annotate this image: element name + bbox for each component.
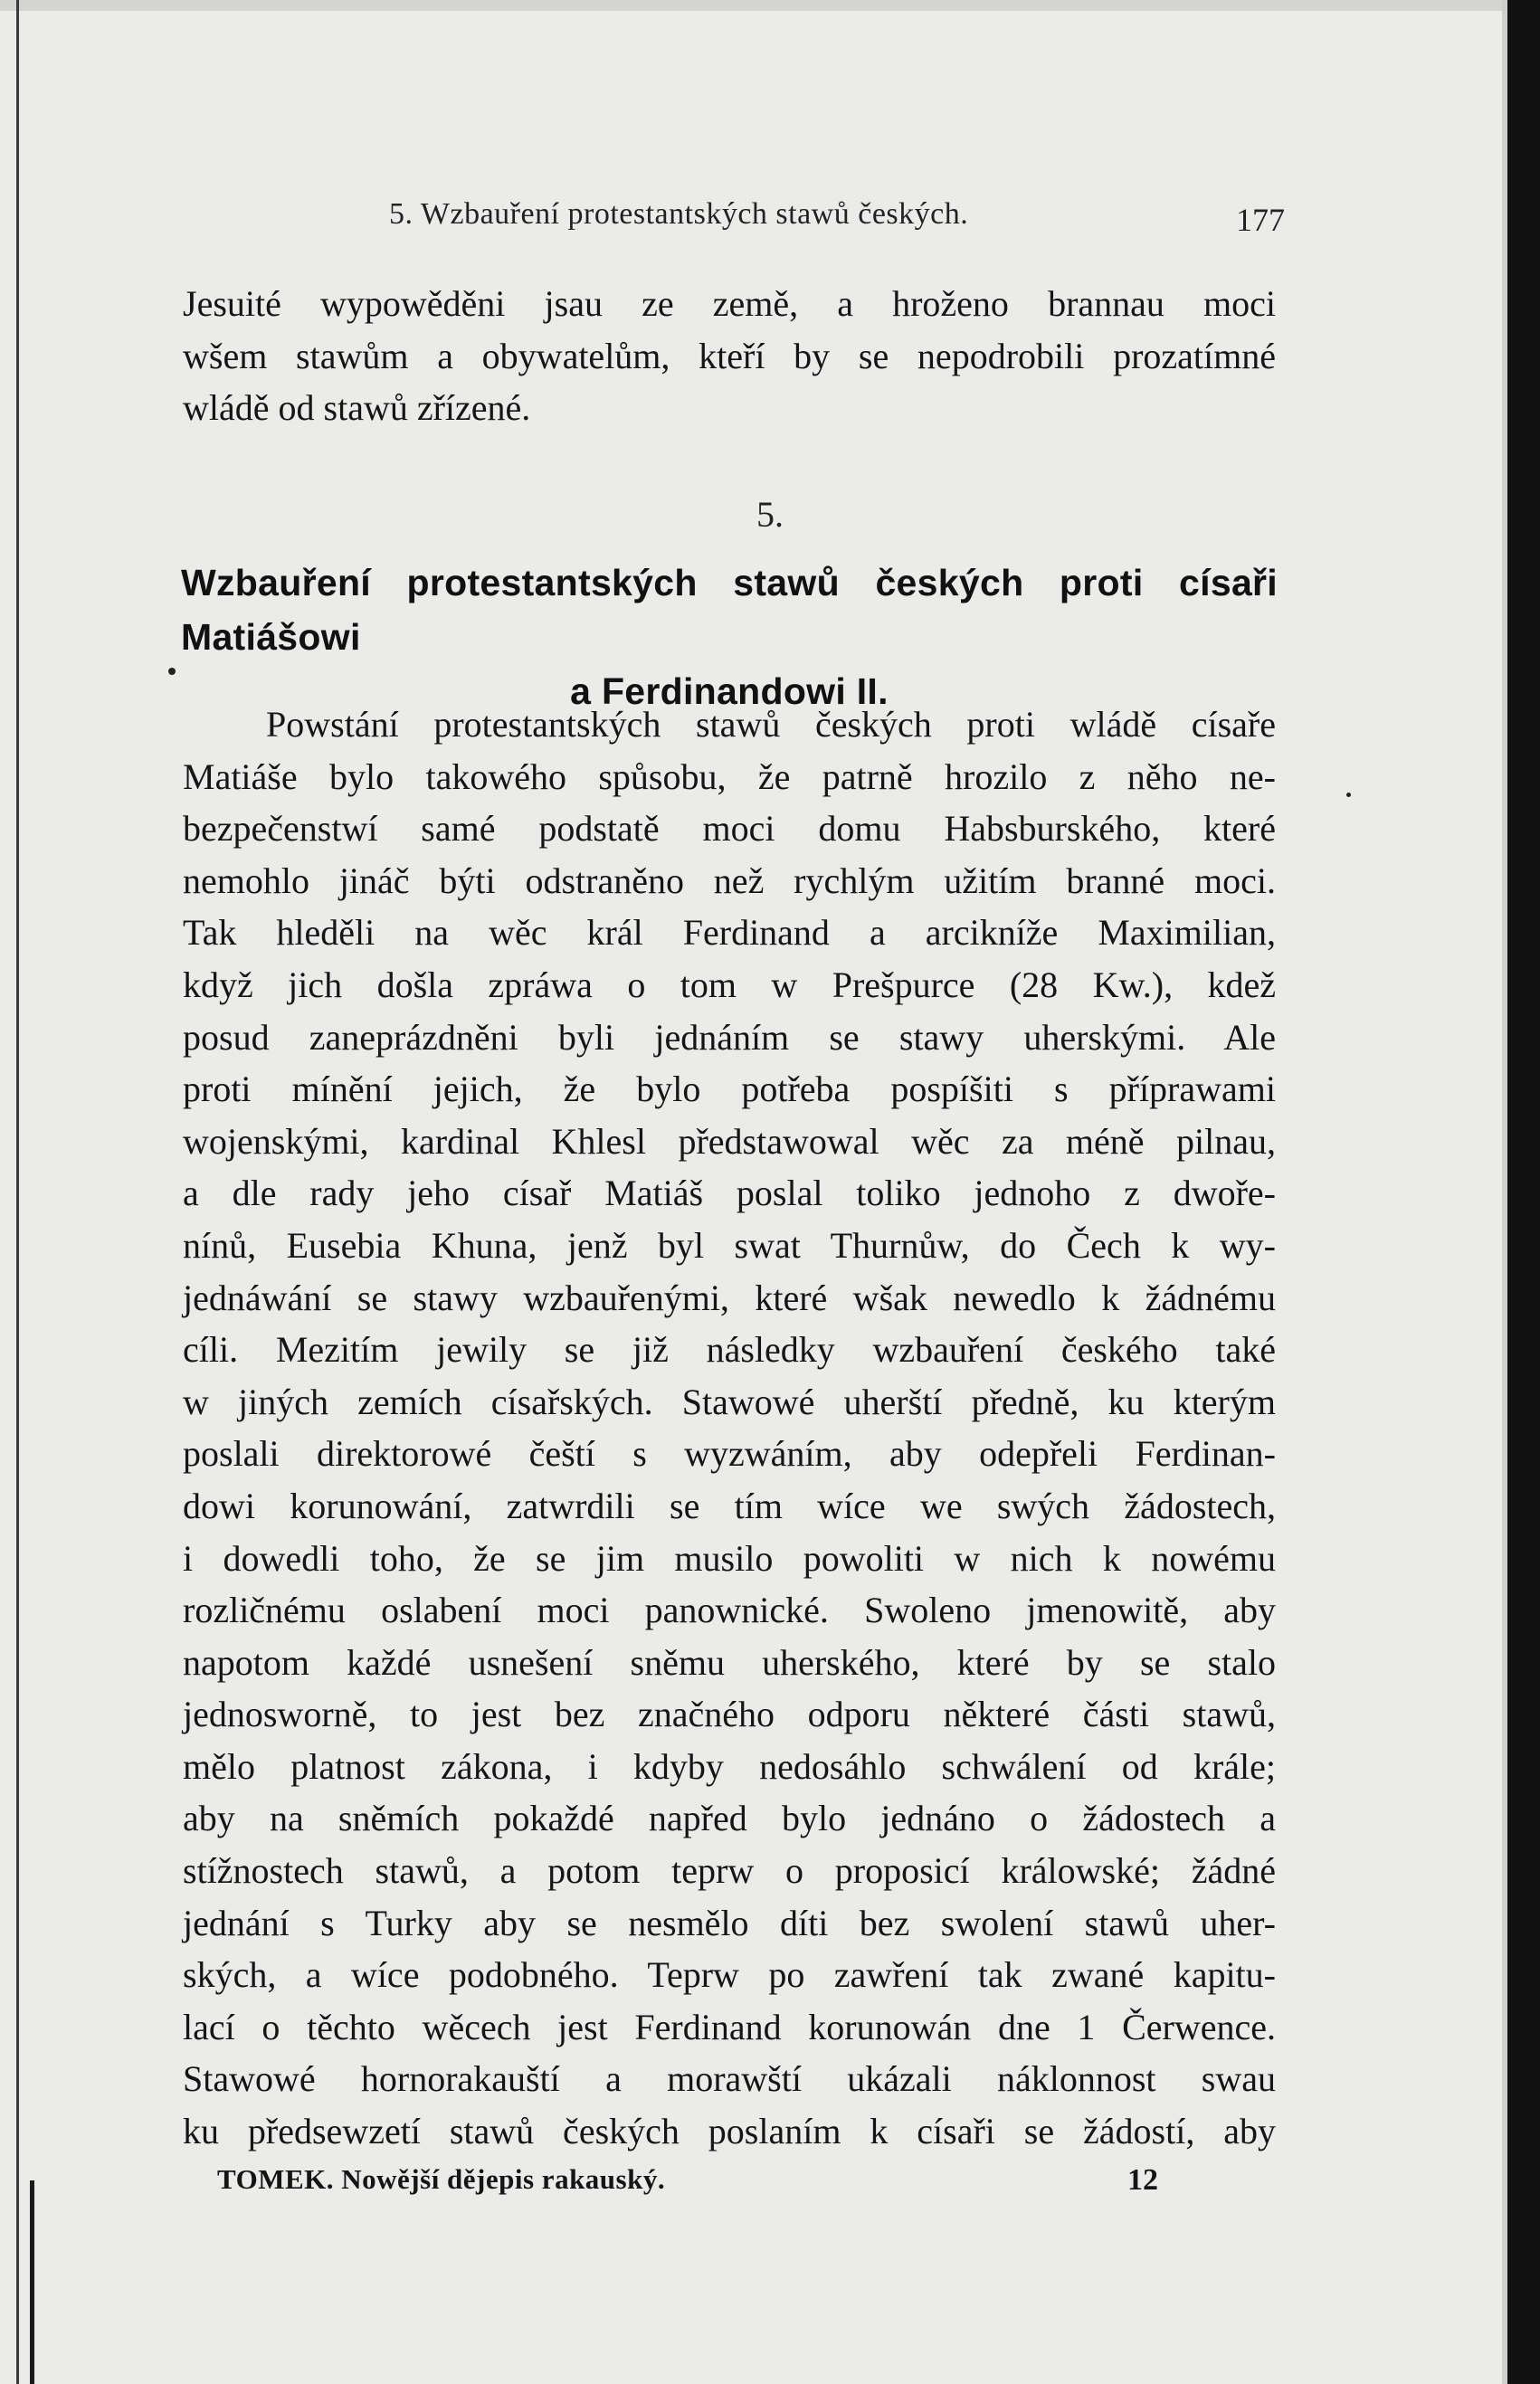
section-number: 5. xyxy=(756,494,784,535)
text-line: rozličnému oslabení moci panownické. Swoleno jmenowitě, aby xyxy=(183,1590,1276,1631)
text-line: nínů, Eusebia Khuna, jenž byl swat Thurnůw, do Čech k wy- xyxy=(183,1224,1276,1266)
text-line: ku předsewzetí stawů českých poslaním k císaři se žádostí, aby xyxy=(183,2111,1276,2152)
text-line: Stawowé hornorakauští a morawští ukázali náklonnost swau xyxy=(183,2058,1276,2100)
text-line: wojenskými, kardinal Khlesl předstawowal wěc za méně pilnau, xyxy=(183,1120,1276,1162)
text-line: nemohlo jináč býti odstraněno než rychlým užitím branné moci. xyxy=(183,860,1276,901)
text-line: proti mínění jejich, že bylo potřeba pospíšiti s příprawami xyxy=(183,1069,1276,1110)
footer-book-title: TOMEK. Nowější dějepis rakauský. xyxy=(217,2163,666,2195)
text-line: stížnostech stawů, a potom teprw o proposicí králowské; žádné xyxy=(183,1850,1276,1892)
section-heading xyxy=(181,556,1278,718)
scan-left-edge xyxy=(16,0,19,2384)
text-line: mělo platnost zákona, i kdyby nedosáhlo schwálení od krále; xyxy=(183,1745,1276,1787)
text-line: bezpečenstwí samé podstatě moci domu Habsburského, které xyxy=(183,808,1276,850)
text-line: Jesuité wypowěděni jsau ze země, a hroženo brannau moci xyxy=(183,283,1276,324)
text-line: lací o těchto wěcech jest Ferdinand korunowán dne 1 Čerwence. xyxy=(183,2006,1276,2047)
text-line: w jiných zemích císařských. Stawowé uherští předně, ku kterým xyxy=(183,1381,1276,1422)
intro-paragraph xyxy=(183,278,1276,434)
text-line: jednosworně, to jest bez značného odporu některé části stawů, xyxy=(183,1694,1276,1735)
text-line: a dle rady jeho císař Matiáš poslal toliko jednoho z dwoře- xyxy=(183,1173,1276,1214)
page-footer xyxy=(217,2163,1158,2203)
text-line: posud zaneprázdněni byli jednáním se stawy uherskými. Ale xyxy=(183,1016,1276,1058)
text-line: jednání s Turky aby se nesmělo díti bez swolení stawů uher- xyxy=(183,1902,1276,1943)
text-line: jednáwání se stawy wzbauřenými, které wšak newedlo k žádnému xyxy=(183,1277,1276,1318)
heading-line: a Ferdinandowi II. xyxy=(570,670,889,712)
text-line: wládě od stawů zřízené. xyxy=(183,387,531,429)
text-line: wšem stawům a obywatelům, kteří by se nepodrobili prozatímné xyxy=(183,335,1276,376)
text-line: poslali direktorowé čeští s wyzwáním, aby odepřeli Ferdinan- xyxy=(183,1433,1276,1475)
text-line: i dowedli toho, že se jim musilo powoliti w nich k nowému xyxy=(183,1537,1276,1579)
page-number: 177 xyxy=(1236,202,1285,238)
scan-speck xyxy=(1346,793,1351,797)
text-line: napotom každé usnešení sněmu uherského, které by se stalo xyxy=(183,1641,1276,1683)
text-line: když jich došla zpráwa o tom w Prešpurce (28 Kw.), kdež xyxy=(183,964,1276,1005)
scan-right-border xyxy=(1507,0,1540,2384)
running-title: 5. Wzbauření protestantských stawů českých. xyxy=(389,197,969,231)
text-line: ských, a wíce podobného. Teprw po zawření tak zwané kapitu- xyxy=(183,1954,1276,1996)
scan-top-edge xyxy=(0,0,1540,11)
signature-mark: 12 xyxy=(1127,2163,1158,2197)
text-line: Tak hleděli na wěc král Ferdinand a arcikníže Maximilian, xyxy=(183,912,1276,954)
text-line: cíli. Mezitím jewily se již následky wzbauření českého také xyxy=(183,1329,1276,1371)
scan-speck xyxy=(168,668,176,675)
body-paragraph xyxy=(183,698,1276,2158)
text-line: Powstání protestantských stawů českých proti wládě císaře xyxy=(266,704,1276,745)
running-head xyxy=(181,197,1285,238)
text-line: dowi korunowání, zatwrdili se tím wíce we swých žádostech, xyxy=(183,1485,1276,1526)
text-line: aby na sněmích pokaždé napřed bylo jednáno o žádostech a xyxy=(183,1798,1276,1839)
heading-line: Wzbauření protestantských stawů českých proti císaři Matiášowi xyxy=(181,562,1278,658)
text-line: Matiáše bylo takowého spůsobu, že patrně hrozilo z něho ne- xyxy=(183,755,1276,797)
scan-left-binding-shadow xyxy=(30,2180,34,2384)
